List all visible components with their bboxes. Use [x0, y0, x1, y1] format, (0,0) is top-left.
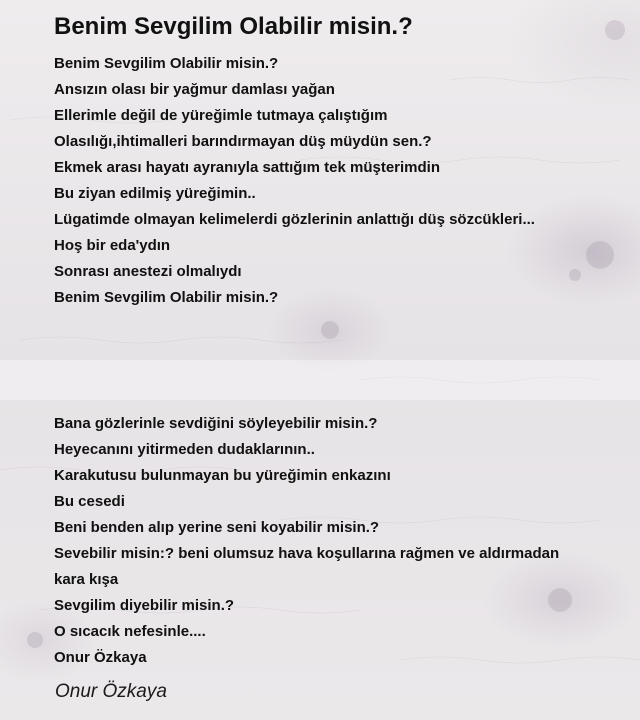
poem-line: Ekmek arası hayatı ayranıyla sattığım tek müşterimdin [54, 159, 441, 176]
poem-stanza-2 [54, 411, 559, 671]
poem-line: Karakutusu bulunmayan bu yüreğimin enkazını [54, 467, 391, 484]
poem-line: Hoş bir eda'ydın [54, 237, 171, 254]
poem-author-line: Onur Özkaya [54, 649, 147, 666]
poem-line: Benim Sevgilim Olabilir misin.? [54, 55, 279, 72]
poem-line: Beni benden alıp yerine seni koyabilir misin.? [54, 519, 380, 536]
poem-line: Benim Sevgilim Olabilir misin.? [54, 289, 279, 306]
poem-line: Olasılığı,ihtimalleri barındırmayan düş müydün sen.? [54, 133, 432, 150]
poem-line: Bu ziyan edilmiş yüreğimin.. [54, 185, 256, 202]
poem-line: Heyecanını yitirmeden dudaklarının.. [54, 441, 315, 458]
poem-line: Ellerimle değil de yüreğimle tutmaya çalıştığım [54, 107, 388, 124]
poem-line: Ansızın olası bir yağmur damlası yağan [54, 81, 335, 98]
poem-line: O sıcacık nefesinle.... [54, 623, 206, 640]
poem-line: Sevebilir misin:? beni olumsuz hava koşullarına rağmen ve aldırmadan [54, 545, 560, 562]
poem-title: Benim Sevgilim Olabilir misin.? [54, 13, 413, 40]
poem-line: Bana gözlerinle sevdiğini söyleyebilir misin.? [54, 415, 378, 432]
background-band [0, 360, 640, 400]
poem-line: kara kışa [54, 571, 119, 588]
poem-line: Lügatimde olmayan kelimelerdi gözlerinin anlattığı düş sözcükleri... [54, 211, 535, 228]
poem-line: Sonrası anestezi olmalıydı [54, 263, 242, 280]
poem-line: Bu cesedi [54, 493, 125, 510]
poem-line: Sevgilim diyebilir misin.? [54, 597, 235, 614]
author-signature: Onur Özkaya [55, 681, 167, 702]
poem-stanza-1 [54, 51, 535, 311]
